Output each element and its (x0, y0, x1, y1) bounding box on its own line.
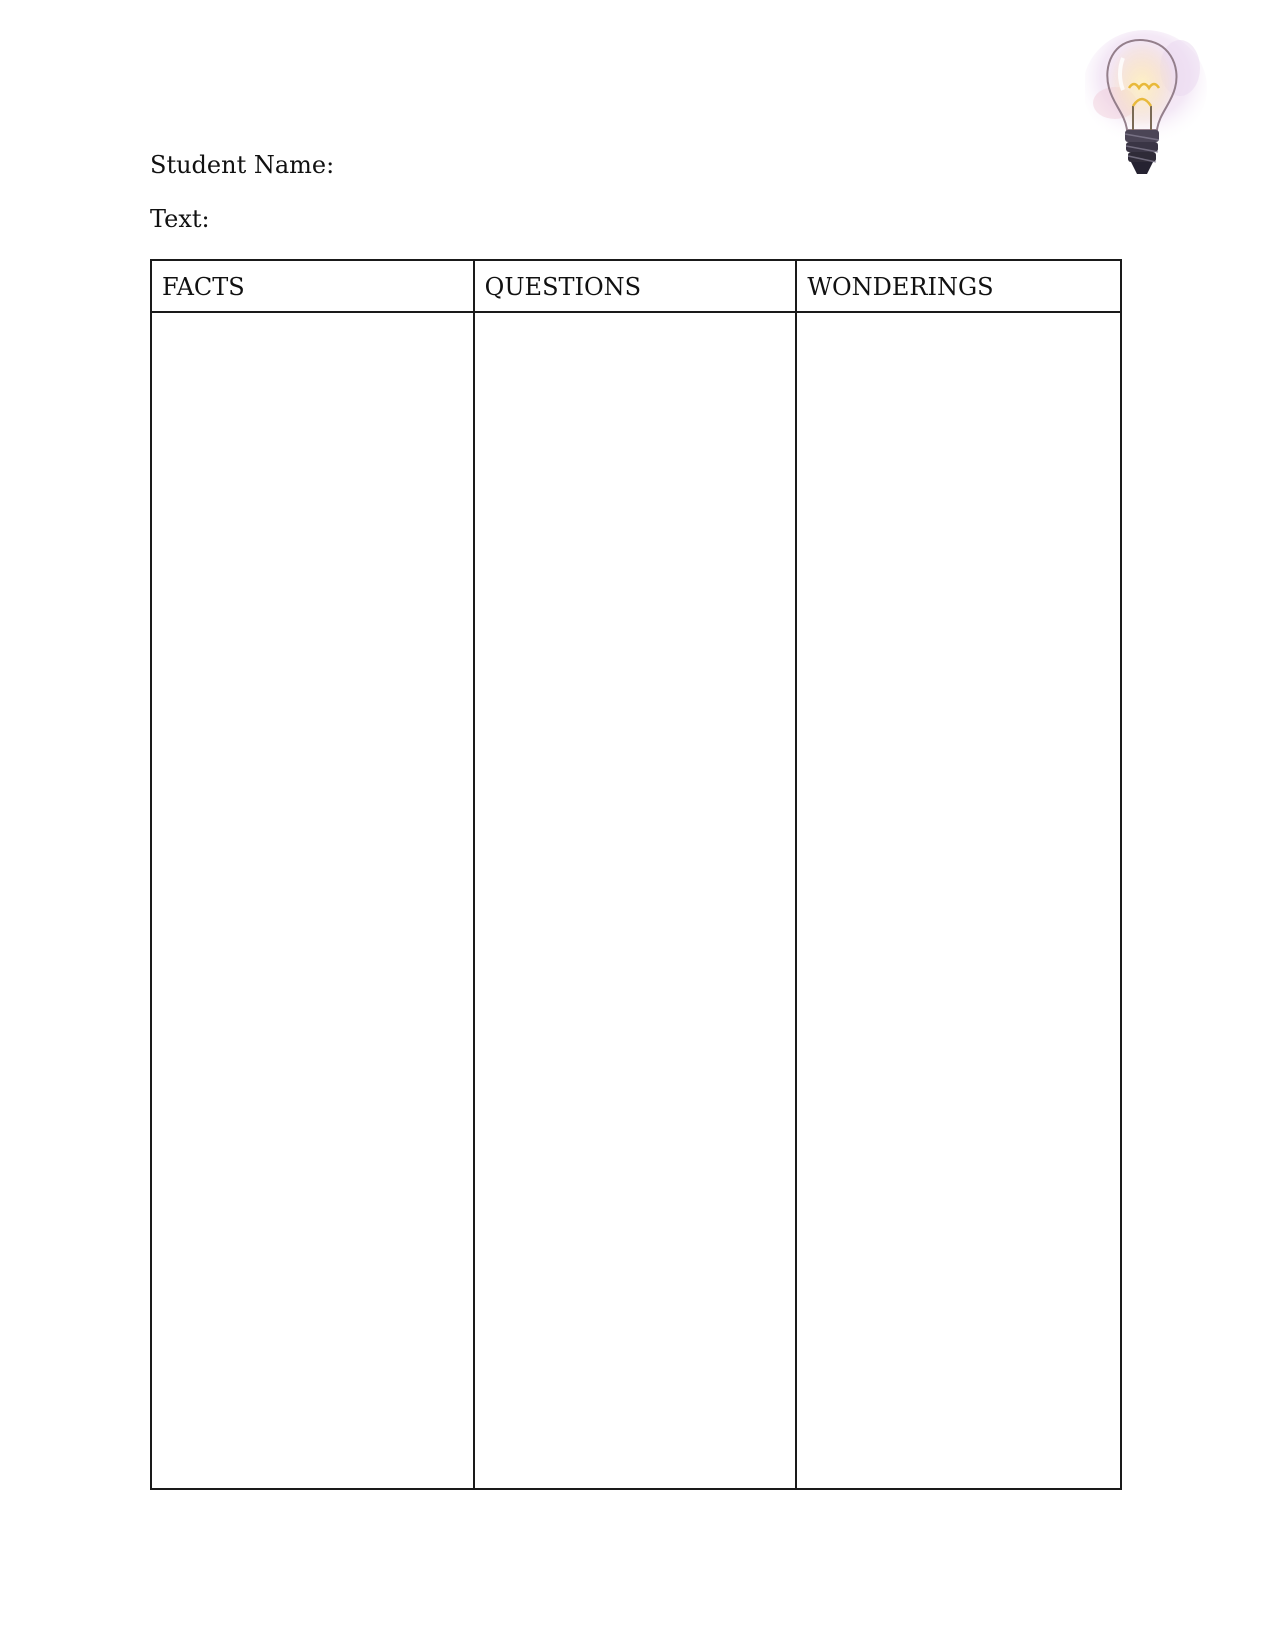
column-header-questions: QUESTIONS (475, 261, 798, 313)
wonderings-writing-area[interactable] (797, 313, 1120, 1488)
lightbulb-icon (1085, 18, 1225, 208)
student-name-label: Student Name: (150, 151, 335, 179)
facts-questions-wonderings-table (150, 259, 1122, 1490)
column-header-wonderings: WONDERINGS (797, 261, 1120, 313)
column-header-facts: FACTS (152, 261, 475, 313)
facts-writing-area[interactable] (152, 313, 475, 1488)
text-label: Text: (150, 205, 210, 233)
questions-writing-area[interactable] (475, 313, 798, 1488)
